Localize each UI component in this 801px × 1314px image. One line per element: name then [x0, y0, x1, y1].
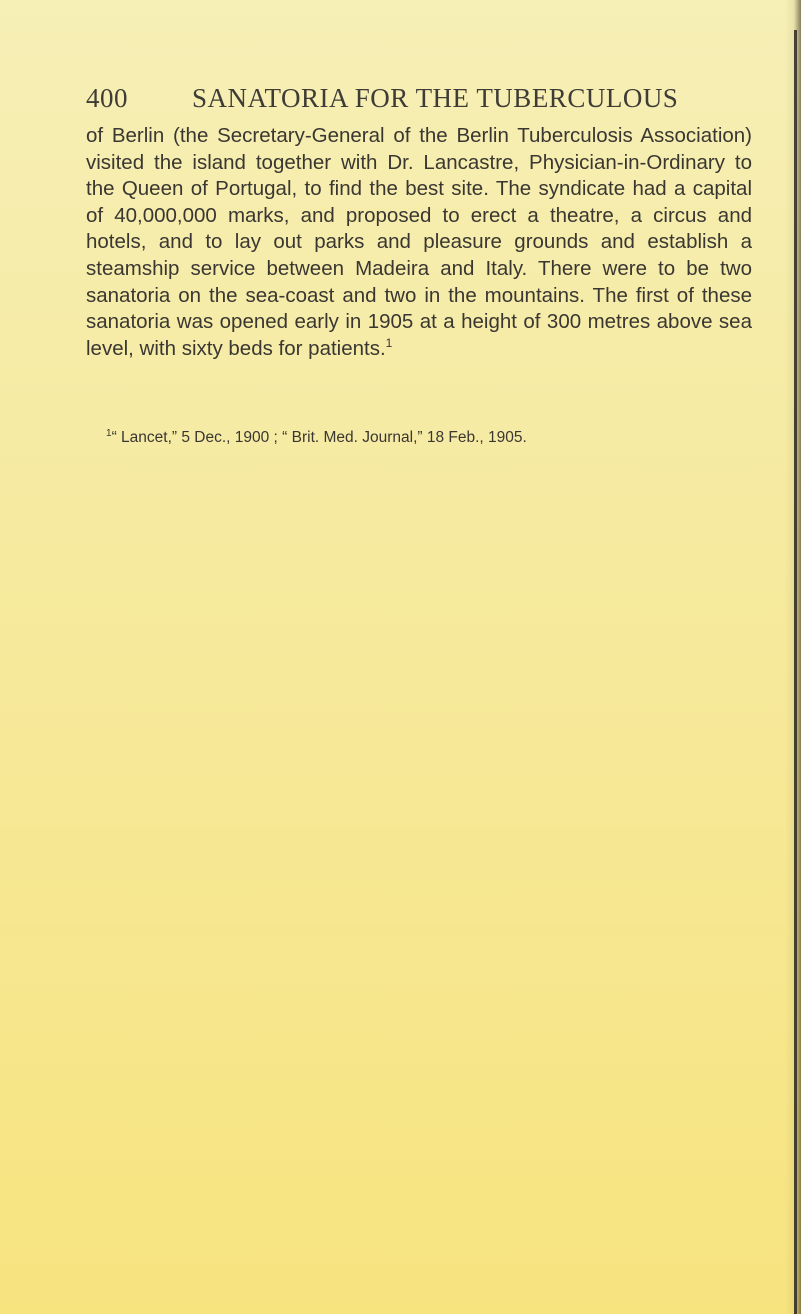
- page-edge-line: [794, 30, 797, 1314]
- page-number: 400: [86, 83, 128, 113]
- body-paragraph: [86, 123, 752, 362]
- footnote-marker: 1: [106, 427, 112, 439]
- paragraph-text: of Berlin (the Secretary-General of the Berlin Tuberculosis Association) visited the island together with Dr. Lancastre, Physician-in-Ordinary to the Queen of Portugal, to find the best site. The syndicate had a capital of 40,000,000 marks, and proposed to erect a theatre, a circus and hotels, and to lay out parks and pleasure grounds and establish a steamship service between Madeira and Italy. There were to be two sanatoria on the sea-coast and two in the mountains. The first of these sanatoria was opened early in 1905 at a height of 300 metres above sea level, with sixty beds for patients.: [86, 124, 752, 360]
- body-text: [86, 123, 752, 362]
- running-title: SANATORIA FOR THE TUBERCULOUS: [192, 83, 679, 113]
- page-edge-shadow: [785, 0, 801, 1314]
- footnote-reference: 1: [385, 335, 393, 350]
- footnote: [106, 428, 746, 448]
- running-head: [86, 80, 686, 116]
- footnote-text: “ Lancet,” 5 Dec., 1900 ; “ Brit. Med. Journal,” 18 Feb., 1905.: [111, 429, 527, 446]
